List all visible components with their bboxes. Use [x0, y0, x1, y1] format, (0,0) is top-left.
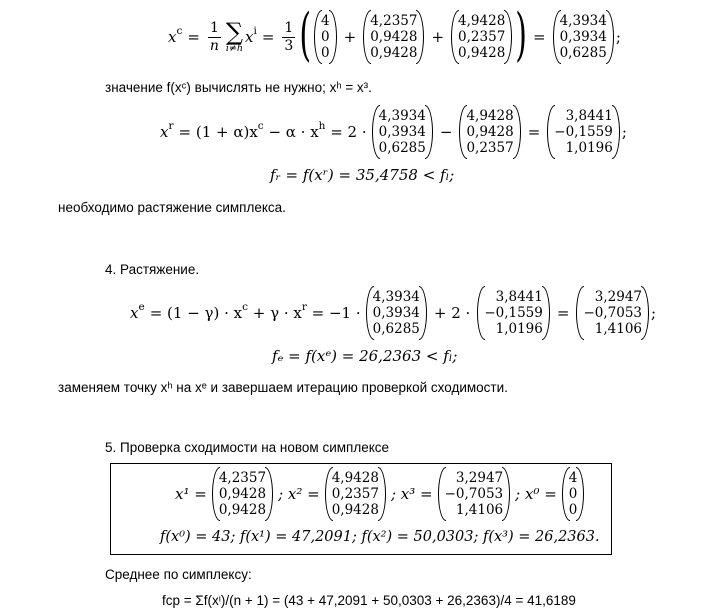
x3-label: ; x³ =	[390, 484, 433, 503]
xe-plus-part: + γ · x	[248, 303, 302, 322]
xe-formula: = (1 − γ) · x	[149, 303, 243, 322]
equation-fe: fₑ = f(xᵉ) = 26,2363 < fₗ;	[272, 347, 458, 365]
heading-convergence: 5. Проверка сходимости на новом симплексе	[105, 440, 390, 455]
xc-plus-2: +	[431, 27, 445, 46]
xr-eq: =	[527, 122, 541, 141]
xe-eq: =	[556, 303, 570, 322]
x0-vector: 4 0 0	[562, 467, 585, 521]
xe-vector-2: 3,8441 −0,1559 1,0196	[477, 286, 550, 340]
xc-fraction-1n	[208, 21, 221, 54]
xc-frac-den: n	[209, 37, 219, 54]
sigma-symbol: ∑	[225, 17, 243, 46]
xe-lhs: x	[130, 303, 139, 322]
xc-plus-1: +	[343, 27, 357, 46]
equation-fr: fᵣ = f(xʳ) = 35,4758 < fₗ;	[270, 166, 455, 184]
x1-label: x¹ =	[175, 484, 207, 503]
xr-formula: = (1 + α)x	[178, 122, 258, 141]
x0-label: ; x⁰ =	[515, 484, 557, 503]
xe-vector-1: 4,3934 0,3934 0,6285	[366, 286, 427, 340]
xc-vector-1: 4 0 0	[314, 10, 337, 64]
equation-xc	[168, 2, 621, 70]
x3-vector: 3,2947 −0,7053 1,4106	[438, 467, 511, 521]
xc-open-paren: (	[299, 2, 312, 70]
xc-term-sup: i	[253, 24, 257, 37]
xr-result-vector: 3,8441 −0,1559 1,0196	[547, 105, 620, 159]
xc-lhs-sup: c	[176, 24, 183, 37]
xe-result-vector: 3,2947 −0,7053 1,4106	[576, 286, 649, 340]
xe-r-sup: r	[301, 300, 307, 313]
xc-sum	[225, 17, 243, 54]
text-no-fxc: значение f(xᶜ) вычислять не нужно; xʰ = x³.	[105, 80, 372, 95]
xr-minus: −	[439, 122, 453, 141]
xe-plus2: + 2 ·	[433, 303, 471, 322]
xc-lhs: x	[168, 27, 177, 46]
xr-lhs-sup: r	[168, 119, 174, 132]
xr-vector-2: 4,9428 0,9428 0,2357	[459, 105, 520, 159]
xr-lhs: x	[160, 122, 169, 141]
xc-fraction-13	[282, 21, 295, 54]
text-simplex-average: Среднее по симплексу:	[105, 567, 252, 582]
equation-xr	[160, 104, 627, 160]
xr-end: ;	[621, 122, 627, 141]
xc-eq3: =	[533, 27, 546, 46]
xe-end: ;	[651, 303, 657, 322]
xc-sum-sub: i≠h	[225, 42, 243, 54]
xc-close-paren: )	[515, 2, 528, 70]
simplex-vectors	[175, 467, 586, 521]
xc-frac2-num: 1	[284, 19, 294, 36]
simplex-f-values: f(x⁰) = 43; f(x¹) = 47,2091; f(x²) = 50,0303; f(x³) = 26,2363.	[160, 529, 600, 545]
equation-xe	[130, 285, 656, 341]
xr-vector-1: 4,3934 0,3934 0,6285	[372, 105, 433, 159]
xr-minus-part: − α · x	[263, 122, 319, 141]
xr-h-sup: h	[318, 119, 326, 132]
xr-coef: = 2 ·	[325, 122, 367, 141]
xc-result-vector: 4,3934 0,3934 0,6285	[553, 10, 614, 64]
x2-vector: 4,9428 0,2357 0,9428	[325, 467, 386, 521]
xe-lhs-sup: e	[138, 300, 145, 313]
xe-coef: = −1 ·	[306, 303, 361, 322]
x1-vector: 4,2357 0,9428 0,9428	[212, 467, 273, 521]
xc-term: x	[245, 27, 254, 46]
text-replace-point: заменяем точку xʰ на xᵉ и завершаем итерацию проверкой сходимости.	[58, 380, 508, 395]
x2-label: ; x² =	[278, 484, 320, 503]
xc-vector-3: 4,9428 0,2357 0,9428	[451, 10, 512, 64]
xc-eq2: =	[261, 27, 275, 46]
xe-c-sup: c	[242, 300, 248, 313]
equation-fcp: fср = Σf(xᶦ)/(n + 1) = (43 + 47,2091 + 50,0303 + 26,2363)/4 = 41,6189	[162, 593, 576, 608]
heading-expansion: 4. Растяжение.	[105, 262, 200, 277]
xr-c-sup: c	[257, 119, 264, 132]
xc-eq1: =	[187, 27, 200, 46]
xc-frac2-den: 3	[284, 37, 294, 54]
xc-end: ;	[615, 27, 621, 46]
xc-frac-num: 1	[209, 19, 219, 36]
text-expansion-needed: необходимо растяжение симплекса.	[58, 200, 286, 215]
xc-vector-2: 4,2357 0,9428 0,9428	[363, 10, 424, 64]
